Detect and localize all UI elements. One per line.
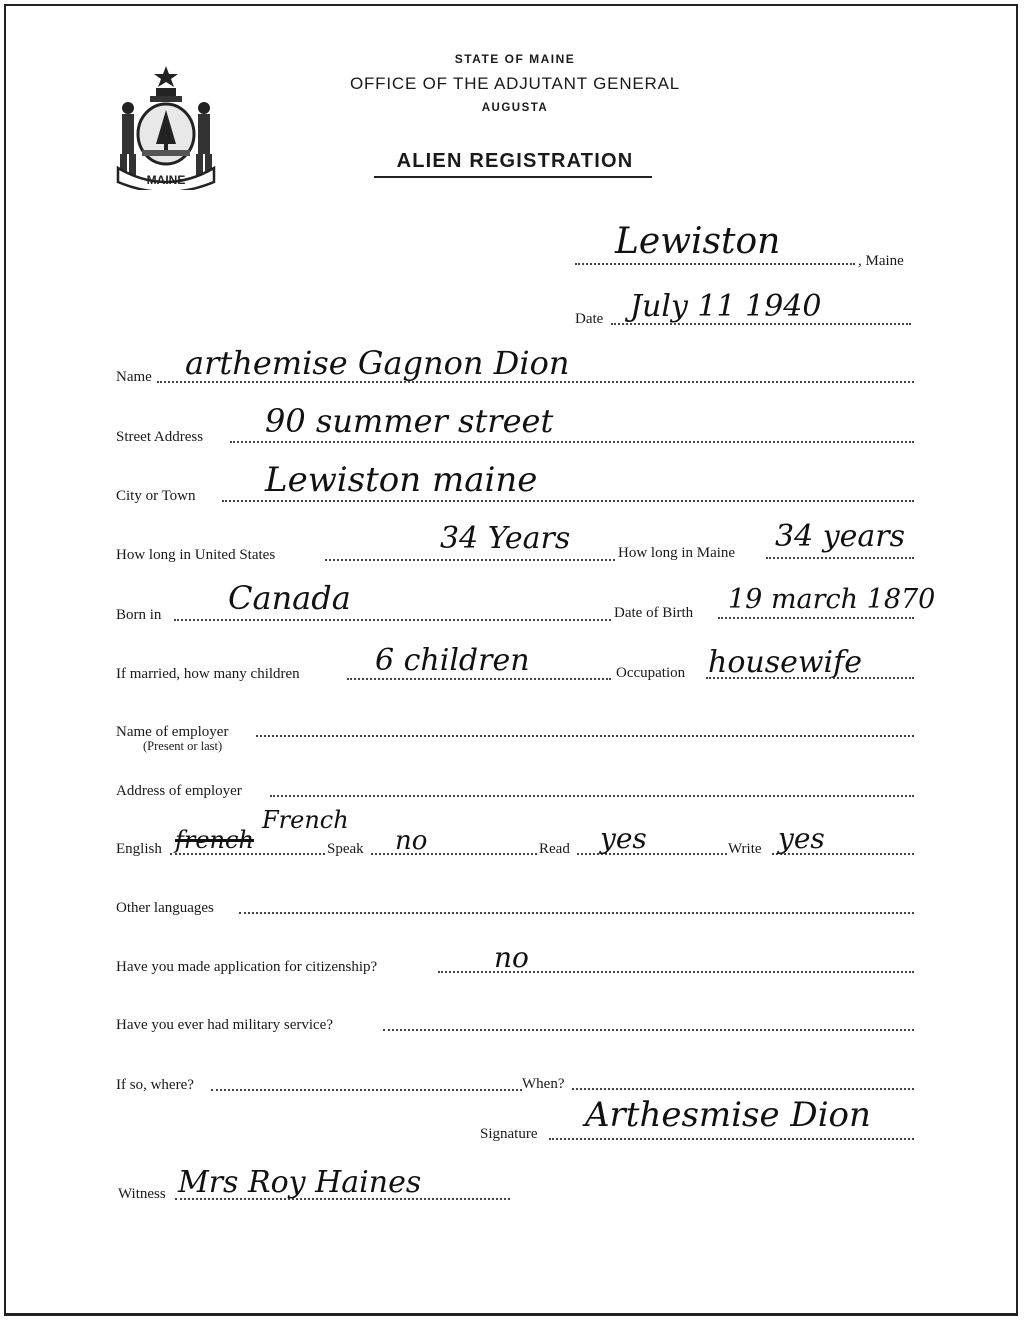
how-long-us-line bbox=[325, 559, 615, 561]
english-struck-value: french bbox=[175, 826, 254, 854]
witness-label: Witness bbox=[118, 1186, 166, 1202]
witness-value: Mrs Roy Haines bbox=[178, 1165, 422, 1200]
how-long-maine-label: How long in Maine bbox=[618, 545, 736, 561]
maine-state-seal-icon bbox=[110, 62, 222, 190]
speak-value: no bbox=[395, 826, 428, 856]
write-value: yes bbox=[778, 822, 825, 855]
children-value: 6 children bbox=[375, 643, 530, 678]
street-address-line bbox=[230, 441, 914, 443]
city-line bbox=[222, 500, 914, 502]
read-label: Read bbox=[539, 841, 570, 857]
how-long-maine-line bbox=[766, 557, 914, 559]
page-title: ALIEN REGISTRATION bbox=[396, 150, 634, 172]
place-line bbox=[575, 263, 855, 265]
english-label: English bbox=[116, 841, 162, 857]
signature-value: Arthesmise Dion bbox=[585, 1095, 871, 1135]
title-underline bbox=[374, 176, 652, 178]
where-line bbox=[211, 1089, 522, 1091]
date-of-birth-label: Date of Birth bbox=[614, 605, 694, 621]
write-label: Write bbox=[728, 841, 762, 857]
military-label: Have you ever had military service? bbox=[116, 1017, 333, 1033]
occupation-value: housewife bbox=[708, 645, 862, 680]
occupation-label: Occupation bbox=[616, 665, 686, 681]
children-label: If married, how many children bbox=[116, 666, 300, 682]
how-long-us-value: 34 Years bbox=[440, 521, 571, 556]
employer-name-line bbox=[256, 735, 914, 737]
city-value: Lewiston maine bbox=[265, 460, 538, 500]
citizenship-label: Have you made application for citizenship? bbox=[116, 959, 378, 975]
header-state: STATE OF MAINE bbox=[454, 52, 576, 66]
born-in-line bbox=[174, 619, 611, 621]
employer-address-label: Address of employer bbox=[116, 783, 242, 799]
employer-name-label: Name of employer bbox=[116, 724, 229, 740]
street-address-value: 90 summer street bbox=[265, 402, 554, 440]
name-label: Name bbox=[116, 369, 152, 385]
other-languages-line bbox=[239, 912, 914, 914]
signature-line bbox=[549, 1138, 914, 1140]
children-line bbox=[347, 678, 611, 680]
how-long-maine-value: 34 years bbox=[775, 519, 906, 554]
place-value: Lewiston bbox=[615, 221, 781, 262]
born-in-label: Born in bbox=[116, 607, 162, 623]
signature-label: Signature bbox=[480, 1126, 538, 1142]
read-value: yes bbox=[600, 822, 647, 855]
seal-text: MAINE bbox=[146, 173, 186, 187]
how-long-us-label: How long in United States bbox=[116, 547, 276, 563]
employer-address-line bbox=[270, 795, 914, 797]
header-city: AUGUSTA bbox=[481, 102, 549, 114]
date-value: July 11 1940 bbox=[630, 289, 822, 324]
employer-name-sublabel: (Present or last) bbox=[143, 739, 223, 753]
date-label: Date bbox=[575, 311, 604, 327]
military-line bbox=[383, 1029, 914, 1031]
when-line bbox=[572, 1088, 914, 1090]
city-label: City or Town bbox=[116, 488, 196, 504]
maine-label: , Maine bbox=[858, 253, 904, 269]
speak-label: Speak bbox=[327, 841, 364, 857]
name-value: arthemise Gagnon Dion bbox=[185, 344, 570, 382]
english-correction-value: French bbox=[262, 806, 349, 834]
born-in-value: Canada bbox=[228, 579, 351, 617]
date-of-birth-value: 19 march 1870 bbox=[728, 584, 936, 615]
date-of-birth-line bbox=[718, 617, 914, 619]
where-label: If so, where? bbox=[116, 1077, 194, 1093]
other-languages-label: Other languages bbox=[116, 900, 214, 916]
header-office: OFFICE OF THE ADJUTANT GENERAL bbox=[349, 74, 681, 93]
citizenship-value: no bbox=[494, 941, 529, 974]
street-address-label: Street Address bbox=[116, 429, 204, 445]
when-label: When? bbox=[522, 1076, 565, 1092]
